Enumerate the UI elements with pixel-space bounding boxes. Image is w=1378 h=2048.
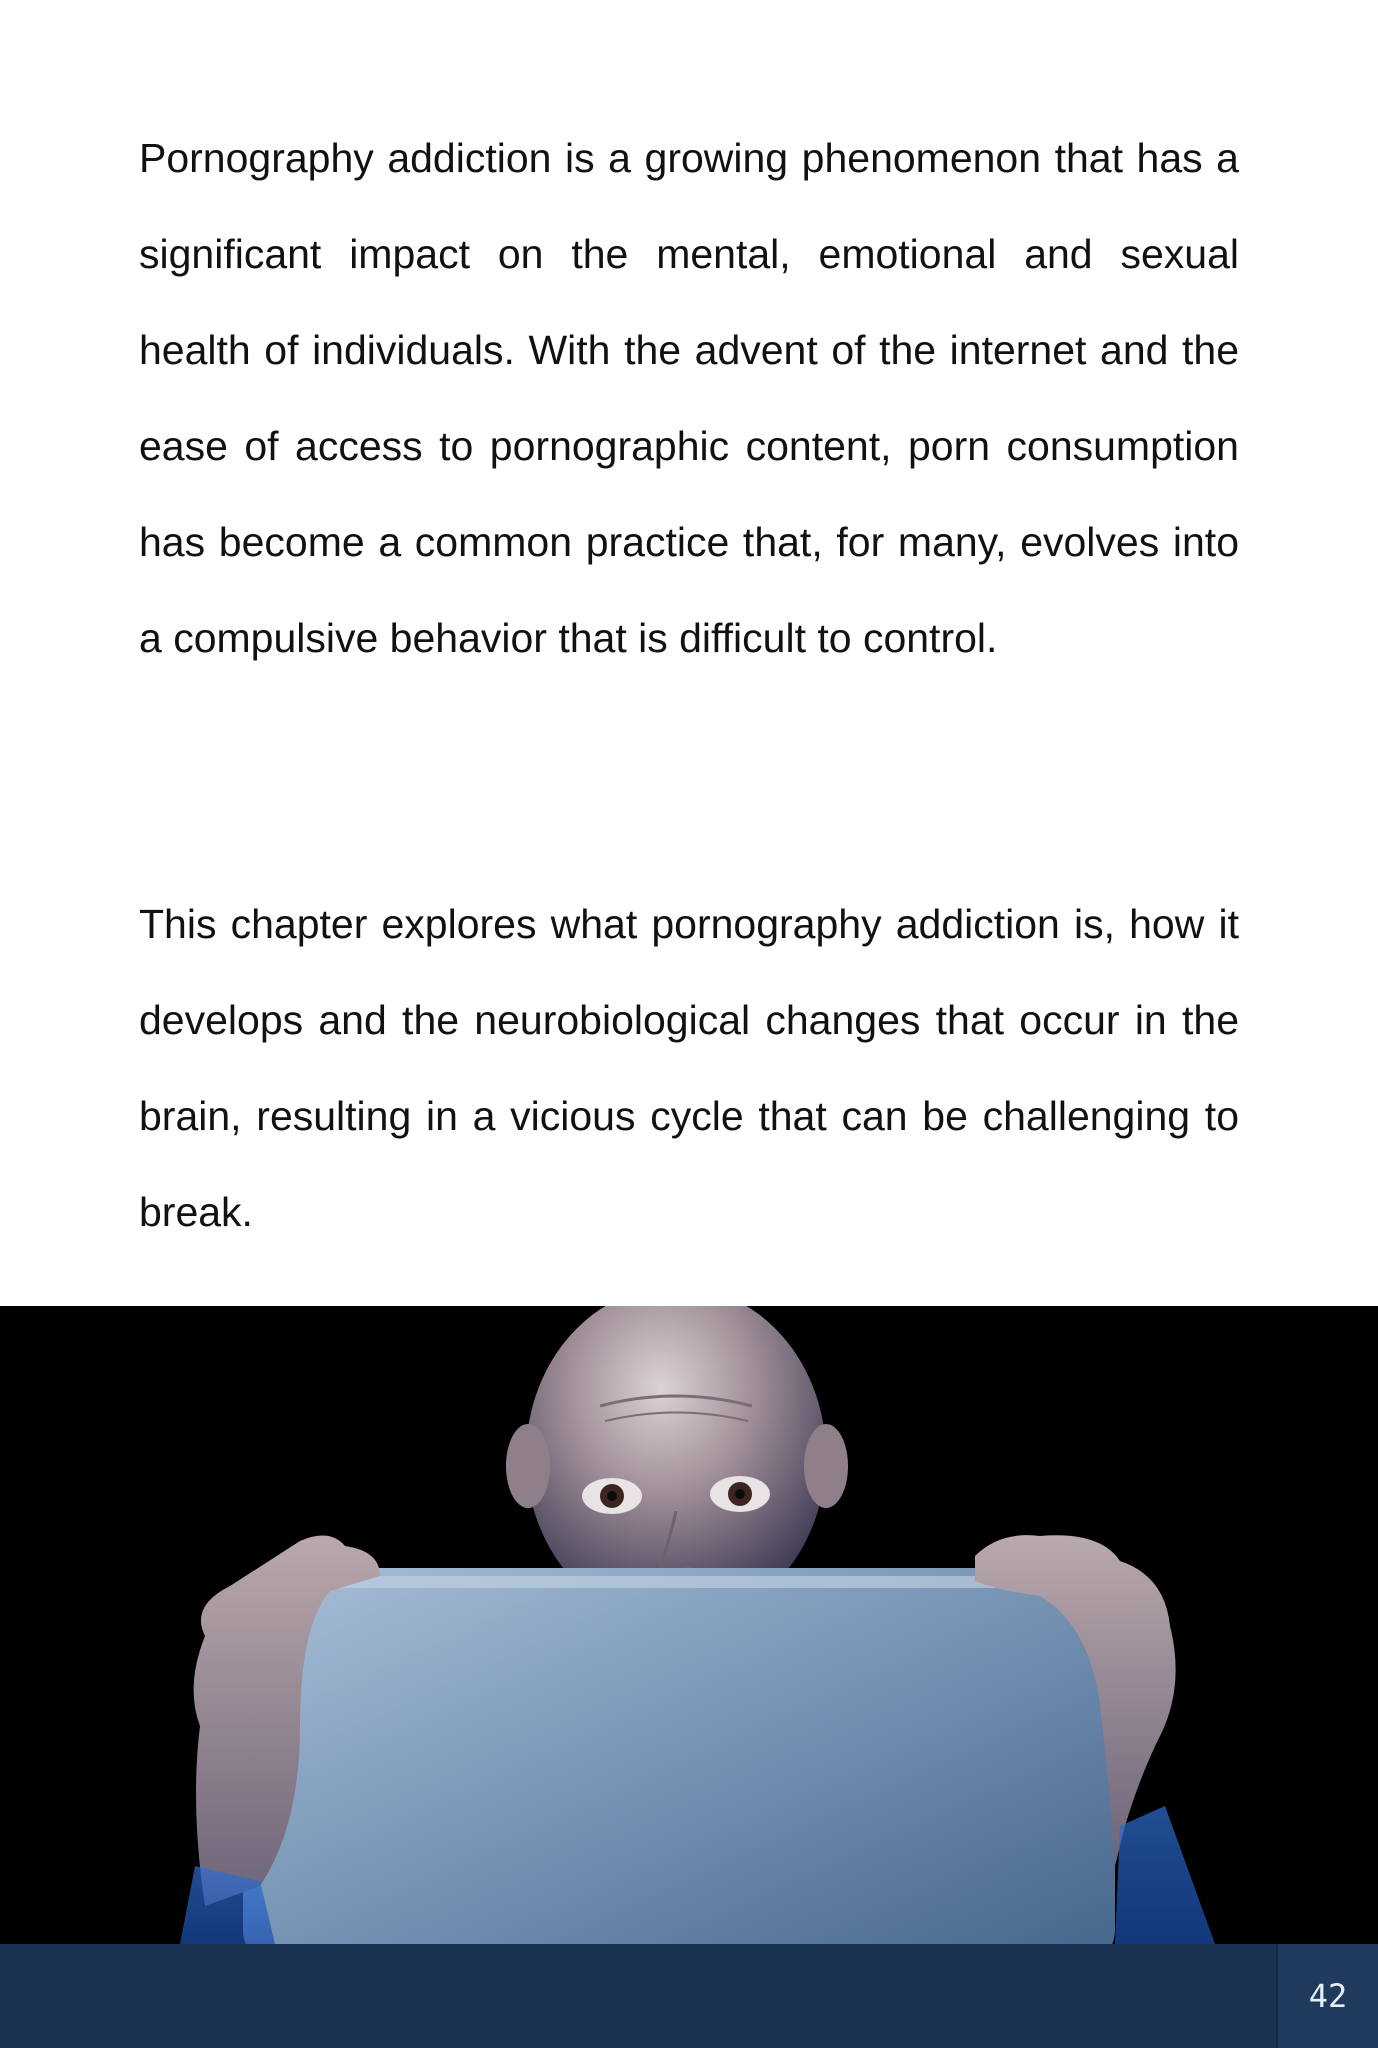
footer-bar [0,1944,1378,2048]
body-paragraph-2: This chapter explores what pornography addiction is, how it develops and the neurobiological changes that occur in the brain, resulting in a vicious cycle that can be challenging to break. [139,901,1239,1235]
page-number: 42 [1308,1977,1348,2015]
laptop-lid [243,1568,1115,1944]
body-paragraph-1: Pornography addiction is a growing phenomenon that has a significant impact on the mental, emotional and sexual health of individuals. With the advent of the internet and the ease of access to pornographic content, porn consumption has become a common practice that, for many, evolves into a compulsive behavior that is difficult to control. [139,135,1239,661]
page-number-box [1276,1944,1378,2048]
man-peeking-over-laptop-photo [0,1306,1378,1944]
